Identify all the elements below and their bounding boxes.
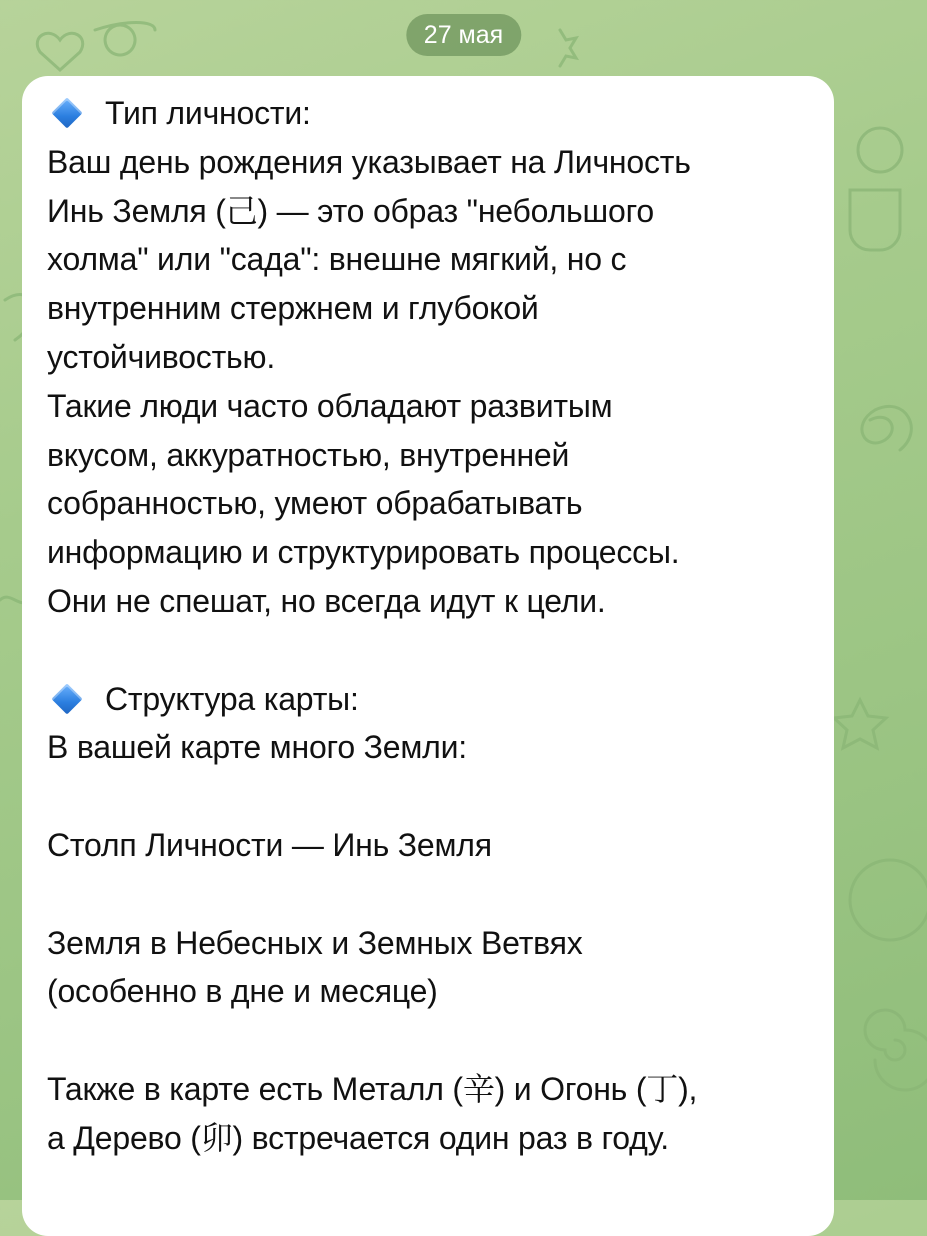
section-title: Структура карты:	[105, 680, 359, 717]
message-line: Они не спешат, но всегда идут к цели.	[47, 582, 606, 619]
date-separator: 27 мая	[406, 14, 521, 56]
section-heading-structure	[47, 675, 834, 724]
star-doodle	[834, 700, 886, 748]
sparkle-doodle	[560, 30, 576, 66]
blank-line	[47, 626, 834, 675]
swirl-doodle	[862, 406, 911, 450]
section-heading-personality	[47, 89, 834, 138]
message-line: собранностью, умеют обрабатывать	[47, 485, 583, 522]
message-line: вкусом, аккуратностью, внутренней	[47, 436, 570, 473]
message-line: В вашей карте много Земли:	[47, 729, 467, 766]
message-line: Столп Личности — Инь Земля	[47, 826, 492, 863]
pizza-doodle	[850, 860, 927, 940]
blank-line	[47, 1016, 834, 1065]
message-bubble[interactable]	[22, 76, 834, 1236]
message-line: Земля в Небесных и Земных Ветвях	[47, 924, 583, 961]
message-line: Ваш день рождения указывает на Личность	[47, 143, 691, 180]
circle-doodle	[858, 128, 902, 172]
blue-diamond-icon	[51, 683, 82, 714]
message-line: Инь Земля (己) — это образ "небольшого	[47, 192, 654, 229]
cup-doodle	[850, 190, 900, 250]
message-line: холма" или "сада": внешне мягкий, но с	[47, 241, 627, 278]
message-line: а Дерево (卯) встречается один раз в году.	[47, 1119, 669, 1156]
message-line: (особенно в дне и месяце)	[47, 973, 438, 1010]
message-line: внутренним стержнем и глубокой	[47, 290, 539, 327]
blank-line	[47, 870, 834, 919]
message-line: информацию и структурировать процессы.	[47, 534, 680, 571]
message-line: Такие люди часто обладают развитым	[47, 387, 613, 424]
blue-diamond-icon	[51, 98, 82, 129]
message-line: устойчивостью.	[47, 338, 276, 375]
spiral-doodle	[865, 1010, 927, 1090]
heart-doodle	[37, 33, 82, 70]
blank-line	[47, 772, 834, 821]
planet-doodle	[95, 23, 155, 55]
section-title: Тип личности:	[105, 95, 311, 131]
message-line: Также в карте есть Металл (辛) и Огонь (丁),	[47, 1070, 698, 1107]
